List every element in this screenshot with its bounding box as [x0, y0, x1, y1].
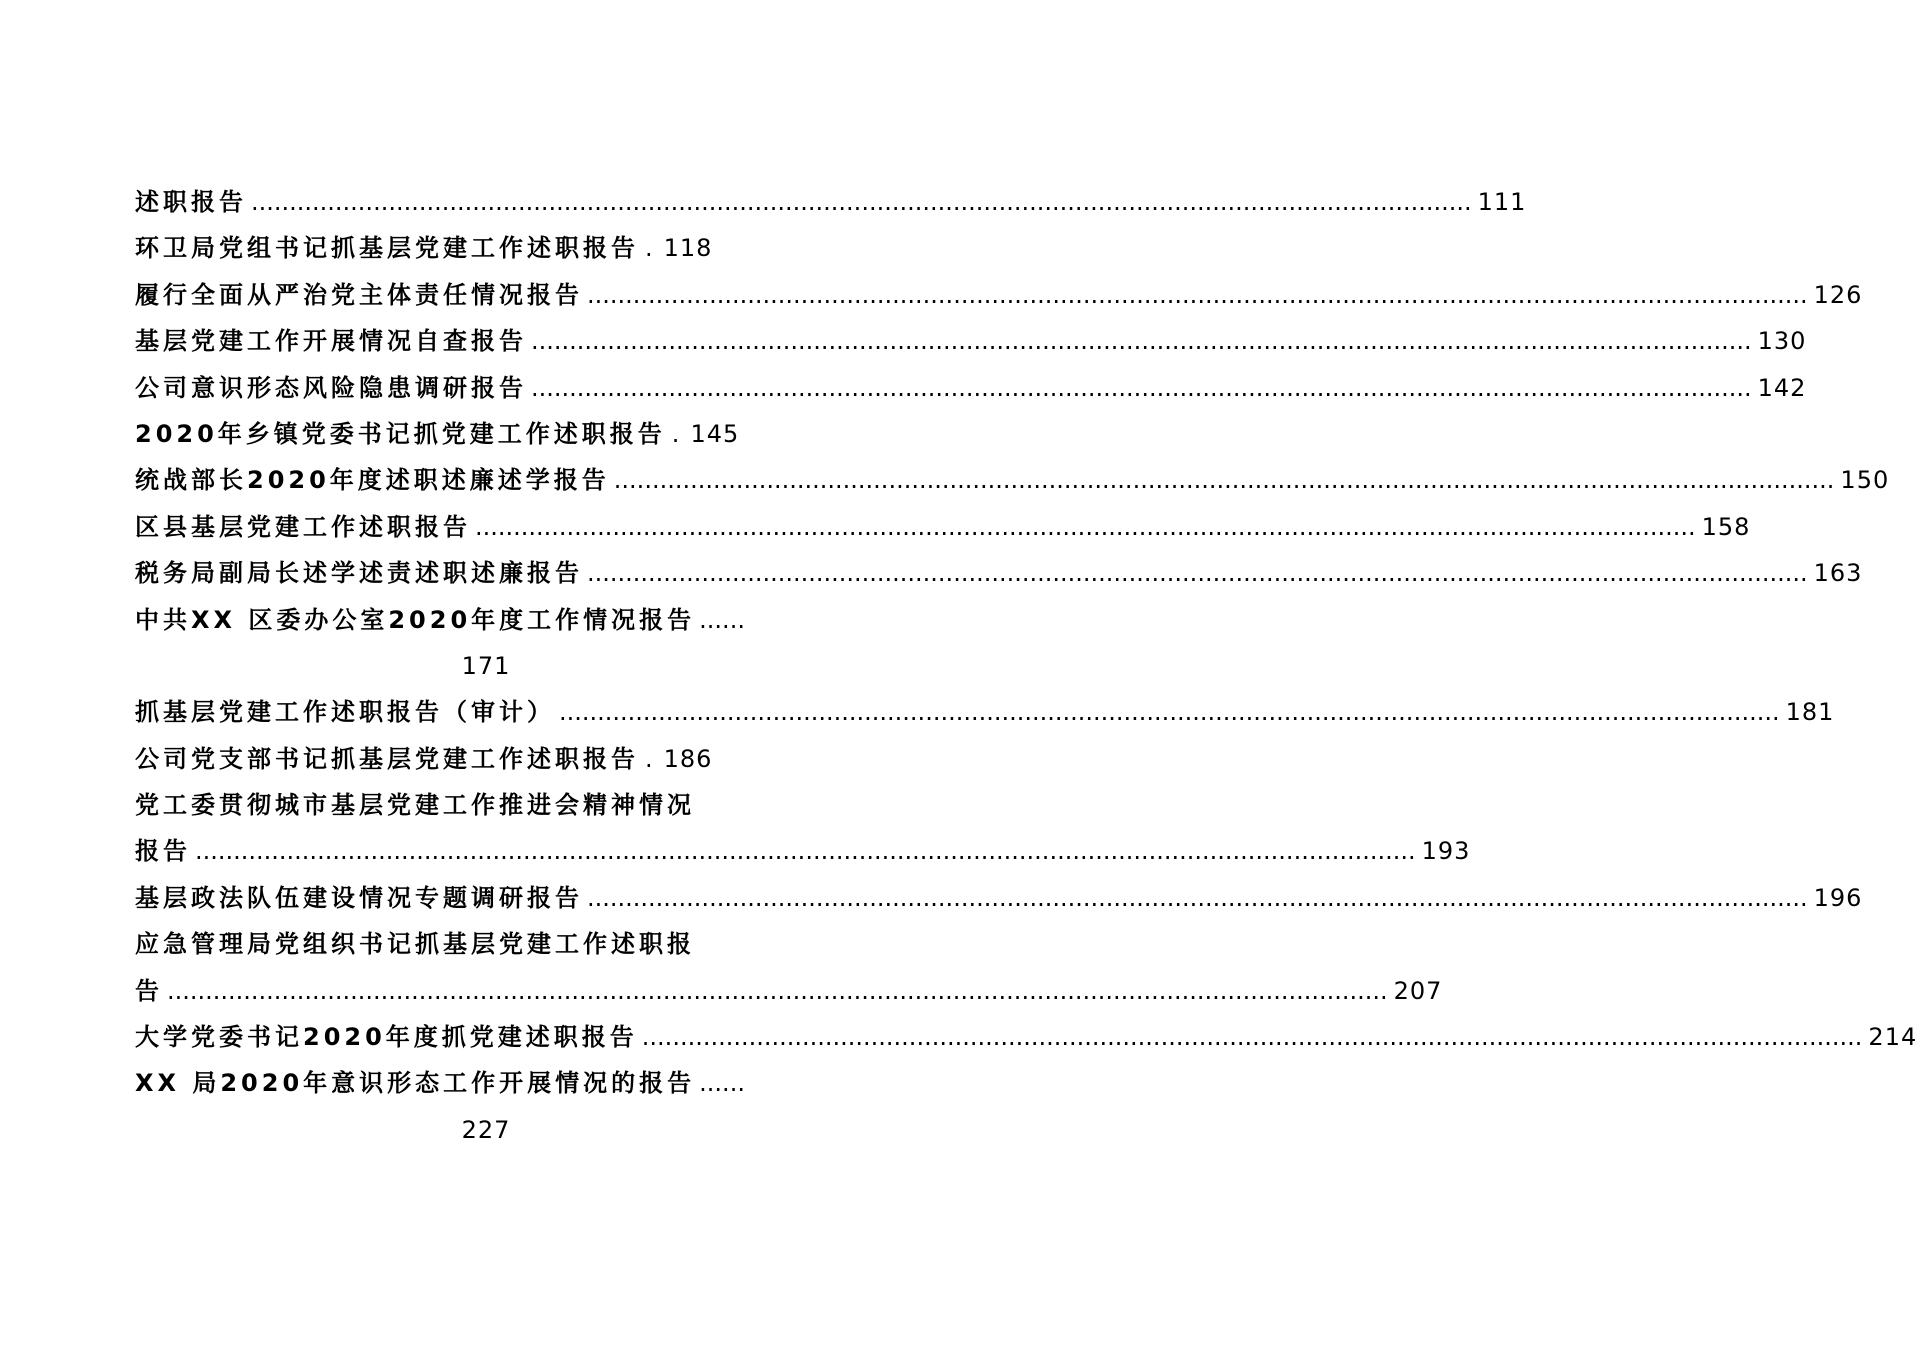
trailing-dots: ......	[699, 605, 745, 634]
toc-entry[interactable]	[135, 597, 837, 643]
toc-entry-page: 186	[663, 744, 713, 773]
toc-entry-title: 2020年乡镇党委书记抓党建工作述职报告	[135, 419, 666, 448]
toc-entry-title: 大学党委书记2020年度抓党建述职报告	[135, 1023, 638, 1052]
toc-entry-title: 基层政法队伍建设情况专题调研报告	[135, 883, 583, 912]
toc-entry-title: 履行全面从严治党主体责任情况报告	[135, 280, 583, 309]
toc-entry-page: 142	[1757, 373, 1807, 402]
dot-leader	[531, 318, 1752, 364]
short-dot-leader: .	[645, 234, 654, 263]
toc-entry-title: XX 局2020年意识形态工作开展情况的报告	[135, 1069, 696, 1098]
toc-entry-title: 党工委贯彻城市基层党建工作推进会精神情况	[135, 791, 695, 820]
short-dot-leader: .	[645, 744, 654, 773]
toc-entry-page: 193	[1421, 837, 1471, 866]
toc-entry[interactable]	[135, 179, 1527, 225]
trailing-dots: ......	[699, 1069, 745, 1098]
toc-entry-title: 述职报告	[135, 188, 247, 216]
toc-entry-title: 基层党建工作开展情况自查报告	[135, 327, 527, 356]
toc-entry-title: 环卫局党组书记抓基层党建工作述职报告	[135, 234, 639, 263]
dot-leader	[251, 179, 1472, 225]
toc-entry[interactable]	[135, 1014, 1917, 1060]
toc-entry-title-continuation: 告	[135, 976, 163, 1005]
dot-leader	[614, 457, 1835, 503]
toc-entry-title: 中共XX 区委办公室2020年度工作情况报告	[135, 605, 696, 634]
toc-entry-title: 税务局副局长述学述责述职述廉报告	[135, 559, 583, 588]
toc-entry-title: 统战部长2020年度述职述廉述学报告	[135, 466, 610, 495]
toc-entry-page: 163	[1813, 559, 1863, 588]
toc-entry-title-continuation: 报告	[135, 837, 191, 866]
toc-entry-title: 公司党支部书记抓基层党建工作述职报告	[135, 744, 639, 773]
toc-entry-title: 公司意识形态风险隐患调研报告	[135, 373, 527, 402]
toc-entry[interactable]	[135, 550, 1863, 596]
dot-leader	[587, 272, 1808, 318]
toc-entry-page: 150	[1840, 466, 1890, 495]
toc-entry-page-line	[135, 643, 837, 689]
toc-entry-page: 171	[461, 651, 511, 680]
dot-leader	[167, 968, 1388, 1014]
toc-entry-continuation[interactable]	[135, 968, 1443, 1014]
toc-entry-continuation[interactable]	[135, 828, 1471, 874]
toc-entry[interactable]	[135, 272, 1863, 318]
toc-entry-page: 130	[1757, 327, 1807, 356]
toc-entry-title: 抓基层党建工作述职报告（审计）	[135, 698, 555, 727]
toc-entry-title: 应急管理局党组织书记抓基层党建工作述职报	[135, 930, 695, 959]
toc-entry[interactable]	[135, 782, 837, 828]
dot-leader	[559, 689, 1780, 735]
toc-entry-page: 207	[1393, 976, 1443, 1005]
dot-leader	[642, 1014, 1863, 1060]
toc-entry-page: 158	[1701, 512, 1751, 541]
toc-entry-page: 126	[1813, 280, 1863, 309]
toc-entry[interactable]	[135, 689, 1835, 735]
toc-entry[interactable]	[135, 1060, 837, 1106]
short-dot-leader: .	[671, 419, 681, 448]
toc-entry[interactable]	[135, 318, 1807, 364]
toc-entry-page: 145	[690, 419, 740, 448]
toc-entry-page: 118	[663, 234, 713, 263]
toc-entry-page: 196	[1813, 883, 1863, 912]
toc-entry[interactable]	[135, 365, 1807, 411]
toc-entry-page: 214	[1868, 1023, 1917, 1052]
table-of-contents	[135, 179, 1917, 1153]
toc-entry[interactable]	[135, 875, 1863, 921]
toc-entry-page-line	[135, 1107, 837, 1153]
dot-leader	[587, 875, 1808, 921]
toc-entry-page: 111	[1477, 188, 1527, 216]
dot-leader	[587, 550, 1808, 596]
toc-entry[interactable]	[135, 411, 837, 457]
toc-entry-page: 181	[1785, 698, 1835, 727]
toc-entry-title: 区县基层党建工作述职报告	[135, 512, 471, 541]
dot-leader	[195, 828, 1416, 874]
toc-entry[interactable]	[135, 457, 1890, 503]
toc-entry[interactable]	[135, 921, 837, 967]
toc-entry[interactable]	[135, 504, 1751, 550]
toc-entry[interactable]	[135, 225, 837, 271]
dot-leader	[531, 365, 1752, 411]
dot-leader	[475, 504, 1696, 550]
toc-entry-page: 227	[461, 1115, 511, 1144]
toc-entry[interactable]	[135, 736, 837, 782]
